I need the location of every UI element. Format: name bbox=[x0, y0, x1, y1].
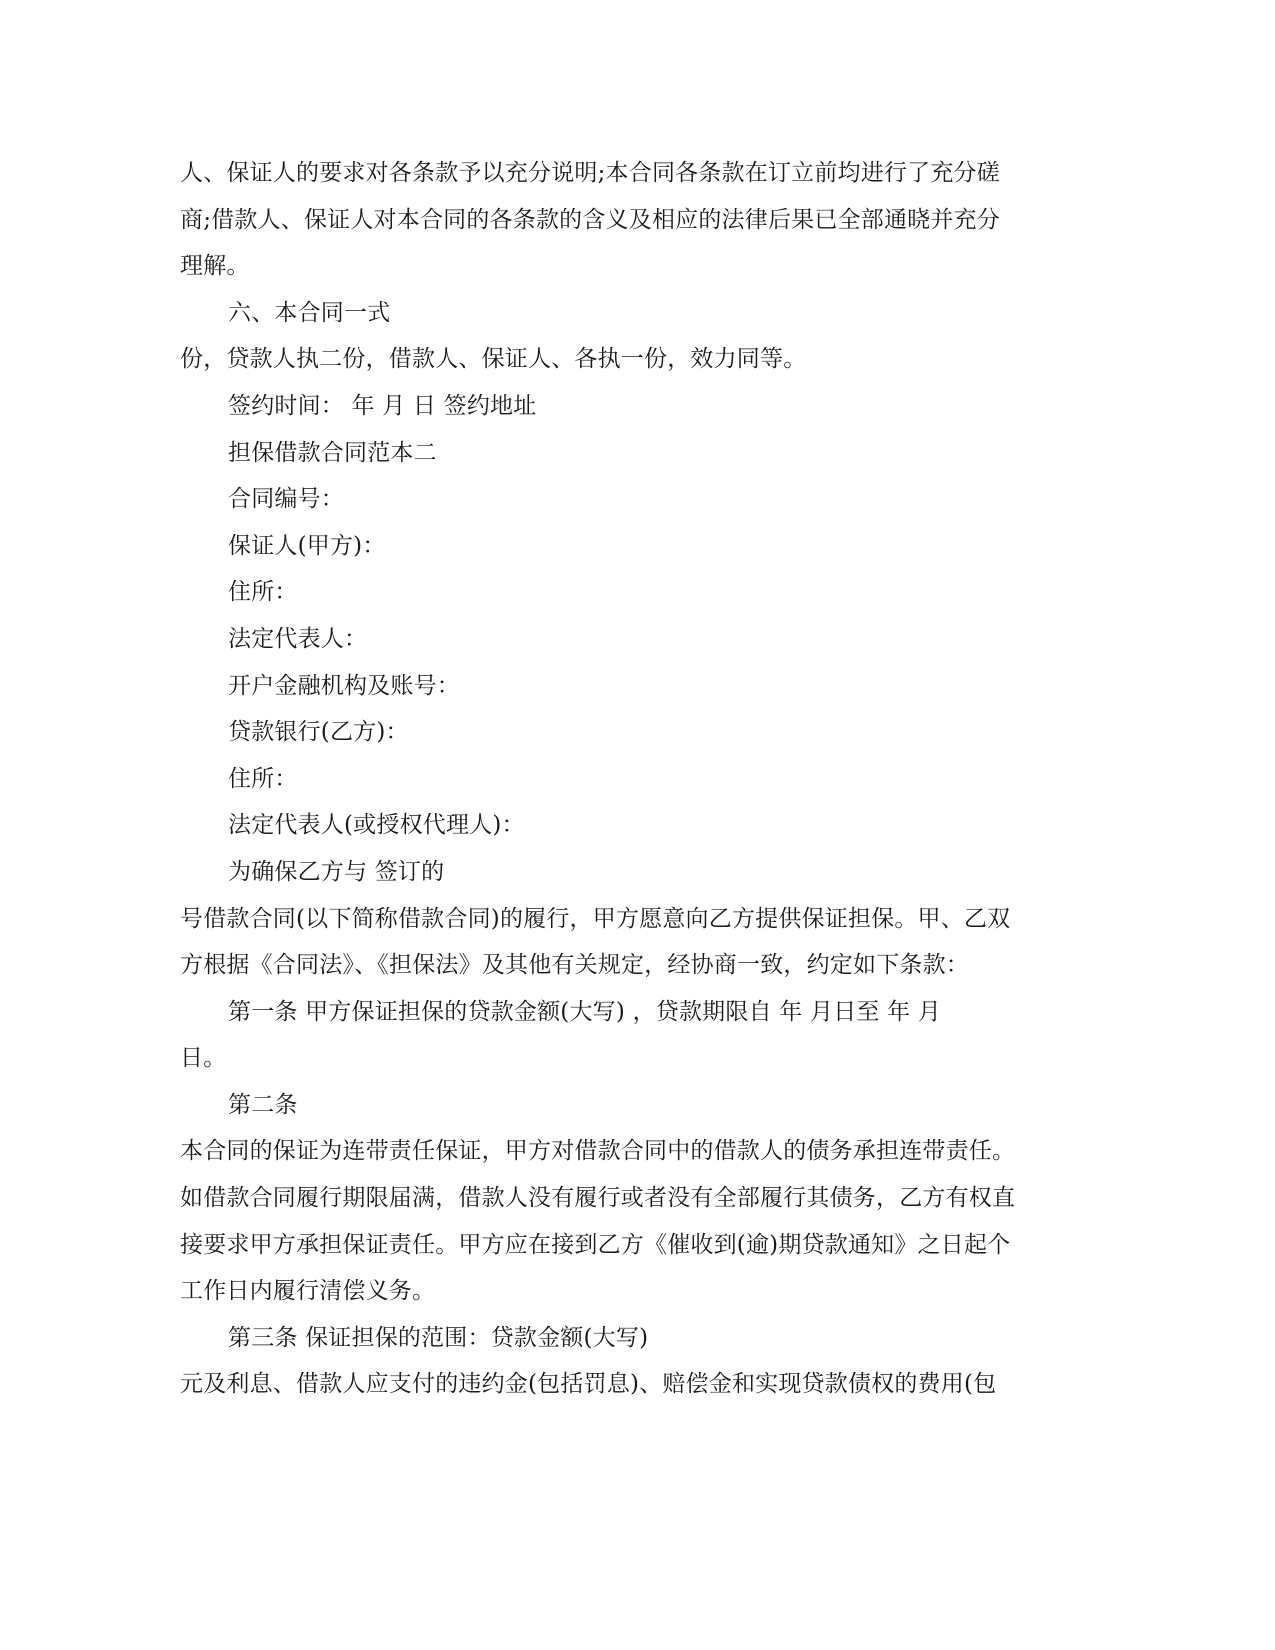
text-line: 商;借款人、保证人对本合同的各条款的含义及相应的法律后果已全部通晓并充分 bbox=[180, 206, 1000, 233]
text-line: 第一条 甲方保证担保的贷款金额(大写) ，贷款期限自 年 月日至 年 月 bbox=[228, 998, 942, 1025]
text-line: 接要求甲方承担保证责任。甲方应在接到乙方《催收到(逾)期贷款通知》之日起个 bbox=[180, 1231, 1011, 1258]
text-line: 元及利息、借款人应支付的违约金(包括罚息)、赔偿金和实现贷款债权的费用(包 bbox=[180, 1371, 997, 1398]
text-line: 六、本合同一式 bbox=[228, 299, 391, 326]
text-line: 如借款合同履行期限届满，借款人没有履行或者没有全部履行其债务，乙方有权直 bbox=[180, 1185, 1016, 1212]
document-body bbox=[180, 150, 1040, 1408]
text-line: 贷款银行(乙方)： bbox=[228, 719, 409, 746]
text-line: 第二条 bbox=[228, 1091, 298, 1118]
text-line: 保证人(甲方)： bbox=[228, 532, 386, 559]
text-line: 号借款合同(以下简称借款合同)的履行，甲方愿意向乙方提供保证担保。甲、乙双 bbox=[180, 905, 1011, 932]
text-line: 住所： bbox=[228, 765, 298, 792]
text-line: 第三条 保证担保的范围：贷款金额(大写) bbox=[228, 1324, 649, 1351]
text-line: 法定代表人： bbox=[228, 625, 368, 652]
text-line: 法定代表人(或授权代理人)： bbox=[228, 812, 525, 839]
text-line: 份，贷款人执二份，借款人、保证人、各执一份，效力同等。 bbox=[180, 346, 807, 373]
text-line: 签约时间： 年 月 日 签约地址 bbox=[228, 392, 537, 419]
text-line: 理解。 bbox=[180, 253, 250, 280]
text-line: 工作日内履行清偿义务。 bbox=[180, 1278, 436, 1305]
text-line: 人、保证人的要求对各条款予以充分说明;本合同各条款在订立前均进行了充分磋 bbox=[180, 160, 1000, 186]
text-line: 住所： bbox=[228, 579, 298, 606]
text-line: 本合同的保证为连带责任保证，甲方对借款合同中的借款人的债务承担连带责任。 bbox=[180, 1138, 1016, 1165]
text-line: 日。 bbox=[180, 1045, 227, 1072]
text-line: 开户金融机构及账号： bbox=[228, 672, 460, 699]
text-line: 方根据《合同法》、《担保法》及其他有关规定，经协商一致，约定如下条款： bbox=[180, 952, 969, 979]
text-line: 为确保乙方与 签订的 bbox=[228, 858, 445, 885]
text-line: 合同编号： bbox=[228, 486, 344, 513]
text-line: 担保借款合同范本二 bbox=[228, 439, 437, 466]
